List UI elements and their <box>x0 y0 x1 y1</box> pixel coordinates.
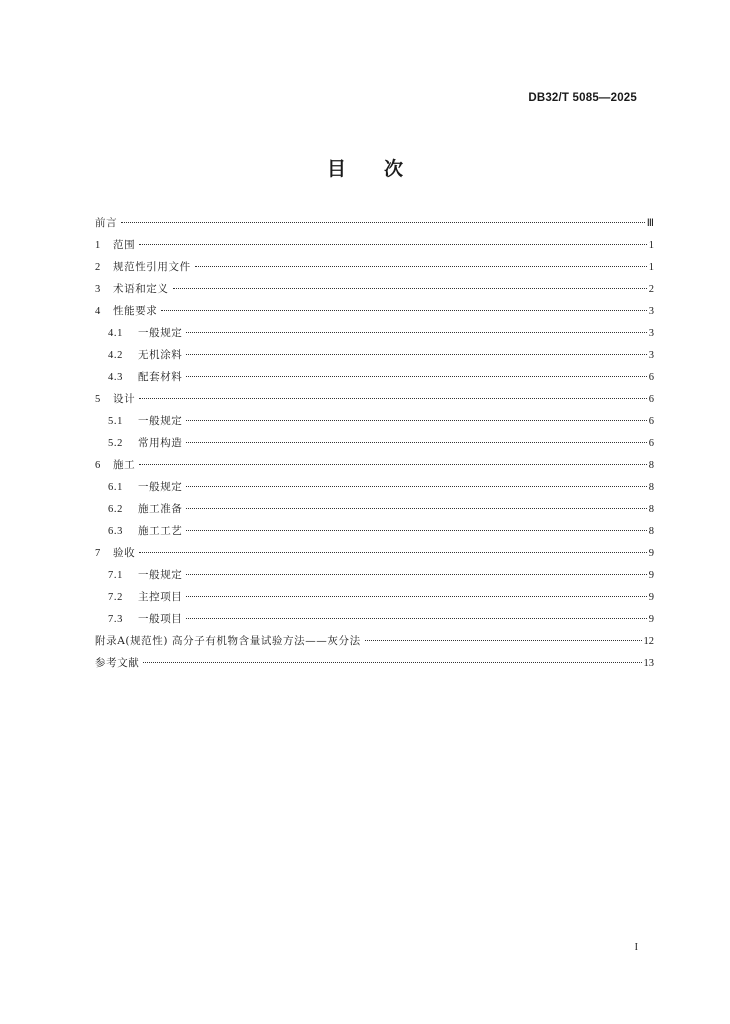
toc-entry-page: 6 <box>648 372 654 383</box>
toc-entry[interactable] <box>95 300 654 322</box>
toc-entry[interactable] <box>95 520 654 542</box>
toc-entry-number: 4.1 <box>108 328 123 339</box>
toc-entry-title: 一般项目 <box>138 613 183 625</box>
table-of-contents <box>95 212 654 674</box>
toc-entry-page: 13 <box>643 658 654 669</box>
toc-dot-leader <box>139 398 647 399</box>
toc-entry[interactable] <box>95 498 654 520</box>
toc-entry-number: 4 <box>95 306 101 317</box>
toc-entry-title: 性能要求 <box>113 305 158 317</box>
toc-entry-page: 8 <box>648 526 654 537</box>
toc-entry-number: 1 <box>95 240 101 251</box>
document-code: DB32/T 5085—2025 <box>528 92 637 104</box>
toc-dot-leader <box>139 244 647 245</box>
toc-dot-leader <box>186 530 646 531</box>
toc-dot-leader <box>173 288 647 289</box>
toc-entry[interactable] <box>95 564 654 586</box>
toc-entry-page: 3 <box>648 306 654 317</box>
toc-entry-number: 5 <box>95 394 101 405</box>
toc-entry-title: 一般规定 <box>138 327 183 339</box>
toc-entry[interactable] <box>95 432 654 454</box>
toc-dot-leader <box>139 552 647 553</box>
toc-dot-leader <box>186 376 646 377</box>
toc-dot-leader <box>186 442 646 443</box>
toc-entry-title: 一般规定 <box>138 569 183 581</box>
toc-entry-title: 施工 <box>113 459 136 471</box>
toc-dot-leader <box>186 420 646 421</box>
toc-entry-title: 附录A(规范性) 高分子有机物含量试验方法——灰分法 <box>95 635 361 647</box>
toc-entry-title: 常用构造 <box>138 437 183 449</box>
toc-entry-number: 6.3 <box>108 526 123 537</box>
toc-dot-leader <box>161 310 646 311</box>
toc-dot-leader <box>121 222 645 223</box>
toc-entry-page: 8 <box>648 460 654 471</box>
toc-entry-number: 3 <box>95 284 101 295</box>
toc-entry-title: 施工工艺 <box>138 525 183 537</box>
toc-entry-page: 12 <box>643 636 654 647</box>
toc-entry-number: 5.1 <box>108 416 123 427</box>
toc-entry-title: 主控项目 <box>138 591 183 603</box>
toc-entry-page: 1 <box>648 262 654 273</box>
toc-entry[interactable] <box>95 256 654 278</box>
toc-entry-page: 9 <box>648 570 654 581</box>
toc-entry-page: 6 <box>648 416 654 427</box>
toc-dot-leader <box>186 354 646 355</box>
toc-entry[interactable] <box>95 366 654 388</box>
toc-entry-page: 8 <box>648 482 654 493</box>
toc-entry[interactable] <box>95 322 654 344</box>
toc-dot-leader <box>186 596 646 597</box>
toc-entry-number: 7 <box>95 548 101 559</box>
toc-entry-number: 7.3 <box>108 614 123 625</box>
toc-dot-leader <box>139 464 647 465</box>
page-number: I <box>634 942 638 953</box>
toc-entry[interactable] <box>95 344 654 366</box>
toc-entry[interactable] <box>95 454 654 476</box>
toc-entry-number: 2 <box>95 262 101 273</box>
toc-entry[interactable] <box>95 278 654 300</box>
toc-entry-page: 6 <box>648 394 654 405</box>
toc-entry-number: 7.1 <box>108 570 123 581</box>
toc-entry[interactable] <box>95 586 654 608</box>
toc-dot-leader <box>365 640 642 641</box>
toc-entry-title: 无机涂料 <box>138 349 183 361</box>
toc-entry-page: 3 <box>648 350 654 361</box>
toc-entry[interactable] <box>95 388 654 410</box>
toc-entry[interactable] <box>95 630 654 652</box>
toc-entry-title: 一般规定 <box>138 415 183 427</box>
toc-entry[interactable] <box>95 410 654 432</box>
toc-entry-title: 前言 <box>95 217 118 229</box>
toc-entry[interactable] <box>95 608 654 630</box>
toc-title-char-left: 目 <box>326 158 346 180</box>
toc-entry-title: 一般规定 <box>138 481 183 493</box>
toc-title <box>0 154 730 181</box>
toc-entry-number: 6.1 <box>108 482 123 493</box>
toc-entry[interactable] <box>95 234 654 256</box>
toc-entry-title: 设计 <box>113 393 136 405</box>
toc-entry-number: 4.2 <box>108 350 123 361</box>
toc-entry[interactable] <box>95 542 654 564</box>
toc-entry-page: 1 <box>648 240 654 251</box>
toc-dot-leader <box>195 266 647 267</box>
toc-entry[interactable] <box>95 476 654 498</box>
toc-entry-title: 验收 <box>113 547 136 559</box>
toc-entry-page: Ⅲ <box>646 218 654 229</box>
toc-title-char-right: 次 <box>384 158 404 180</box>
toc-dot-leader <box>143 662 641 663</box>
toc-dot-leader <box>186 574 646 575</box>
toc-entry-page: 9 <box>648 614 654 625</box>
toc-entry-page: 2 <box>648 284 654 295</box>
toc-entry-title: 规范性引用文件 <box>113 261 191 273</box>
toc-entry-number: 6 <box>95 460 101 471</box>
toc-entry[interactable] <box>95 212 654 234</box>
toc-entry[interactable] <box>95 652 654 674</box>
toc-entry-title: 参考文献 <box>95 657 140 669</box>
toc-entry-page: 6 <box>648 438 654 449</box>
toc-dot-leader <box>186 618 646 619</box>
toc-dot-leader <box>186 332 646 333</box>
toc-entry-title: 施工准备 <box>138 503 183 515</box>
toc-entry-page: 9 <box>648 548 654 559</box>
toc-entry-number: 4.3 <box>108 372 123 383</box>
toc-entry-title: 配套材料 <box>138 371 183 383</box>
toc-entry-number: 7.2 <box>108 592 123 603</box>
toc-entry-page: 8 <box>648 504 654 515</box>
toc-entry-page: 3 <box>648 328 654 339</box>
toc-entry-number: 6.2 <box>108 504 123 515</box>
toc-dot-leader <box>186 508 646 509</box>
toc-entry-page: 9 <box>648 592 654 603</box>
toc-entry-number: 5.2 <box>108 438 123 449</box>
toc-entry-title: 术语和定义 <box>113 283 169 295</box>
toc-dot-leader <box>186 486 646 487</box>
toc-entry-title: 范围 <box>113 239 136 251</box>
